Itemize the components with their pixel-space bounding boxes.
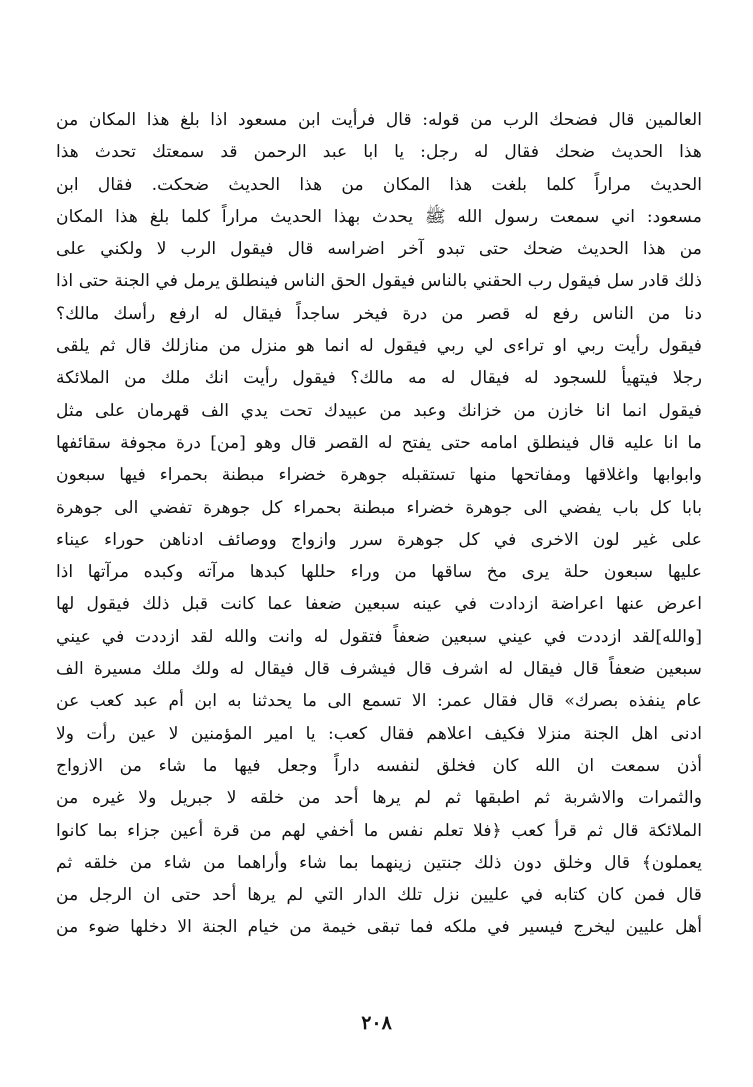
text-line: قال فمن كان كتابه في عليين نزل تلك الدار التي لم يرها أحد حتى ان الرجل من (56, 885, 702, 906)
text-line: أذن سمعت ان الله كان فخلق لنفسه داراً وجعل فيها ما شاء من الازواج (56, 755, 702, 776)
text-line: هذا الحديث ضحك فقال له رجل: يا ابا عبد الرحمن قد سمعتك تحدث هذا (56, 142, 702, 163)
text-line: الحديث مراراً كلما بلغت هذا المكان من هذا الحديث ضحكت. فقال ابن (56, 174, 702, 195)
text-line: العالمين قال فضحك الرب من قوله: قال فرأيت ابن مسعود اذا بلغ هذا المكان من (56, 110, 702, 130)
text-line: بابا كل باب يفضي الى جوهرة خضراء مبطنة بحمراء كل جوهرة تفضي الى جوهرة (56, 497, 702, 518)
text-line: على غير لون الاخرى في كل جوهرة سرر وازواج ووصائف ادناهن حوراء عيناء (56, 529, 702, 550)
text-line: دنا من الناس رفع له قصر من درة فيخر ساجداً فيقال له ارفع رأسك مالك؟ (56, 303, 702, 324)
text-line: أهل عليين ليخرج فيسير في ملكه فما تبقى خيمة من خيام الجنة الا دخلها ضوء من (56, 917, 702, 938)
text-line: ما انا عليه قال فينطلق امامه حتى يفتح له القصر قال وهو [من] درة مجوفة سقائفها (56, 432, 702, 453)
text-line: عام ينفذه بصرك» قال فقال عمر: الا تسمع الى ما يحدثنا به ابن أم عبد كعب عن (56, 691, 702, 712)
text-line: اعرض عنها اعراضة ازدادت في عينه سبعين ضعفا عما كانت قبل ذلك فيقول لها (56, 594, 702, 615)
text-line: عليها سبعون حلة يرى مخ ساقها من وراء حللها كبدها مرآته وكبده مرآتها اذا (56, 562, 702, 583)
text-line: [والله]لقد ازددت في عيني سبعين ضعفاً فتقول له وانت والله لقد ازددت في عيني (56, 626, 702, 647)
text-line: وابوابها واغلاقها ومفاتحها منها تستقبله جوهرة خضراء مبطنة بحمراء فيها سبعون (56, 465, 702, 486)
text-line: يعملون﴾ قال وخلق دون ذلك جنتين زينهما بما شاء وأراهما من شاء من خلقه ثم (56, 852, 702, 873)
text-line: فيقول انما انا خازن من خزانك وعبد من عبيدك تحت يدي الف قهرمان على مثل (56, 400, 702, 421)
text-line: الملائكة قال ثم قرأ كعب ﴿فلا تعلم نفس ما أخفي لهم من قرة أعين جزاء بما كانوا (56, 820, 702, 841)
body-text (56, 104, 702, 944)
text-line: من هذا الحديث ضحك حتى تبدو آخر اضراسه قال فيقول الرب لا ولكني على (56, 239, 702, 260)
text-line: سبعين ضعفاً قال فيقال له اشرف قال فيشرف قال فيقال له ولك ملك مسيرة الف (56, 659, 702, 680)
text-line: مسعود: اني سمعت رسول الله ﷺ يحدث بهذا الحديث مراراً كلما بلغ هذا المكان (56, 206, 702, 227)
text-line: رجلا فيتهيأ للسجود له فيقال له مه مالك؟ فيقول رأيت انك ملك من الملائكة (56, 368, 702, 389)
page-number: ٢٠٨ (361, 1012, 392, 1034)
text-line: فيقول رأيت ربي او تراءى لي ربي فيقول له انما هو منزل من منازلك قال ثم يلقى (56, 336, 702, 357)
text-line: ذلك قادر سل فيقول رب الحقني بالناس فيقول الحق الناس فينطلق يرمل في الجنة حتى اذا (56, 271, 702, 292)
text-line: ادنى اهل الجنة منزلا فكيف اعلاهم فقال كعب: يا امير المؤمنين لا عين رأت ولا (56, 723, 702, 744)
text-line: والثمرات والاشربة ثم اطبقها ثم لم يرها أحد من خلقه لا جبريل ولا غيره من (56, 788, 702, 809)
